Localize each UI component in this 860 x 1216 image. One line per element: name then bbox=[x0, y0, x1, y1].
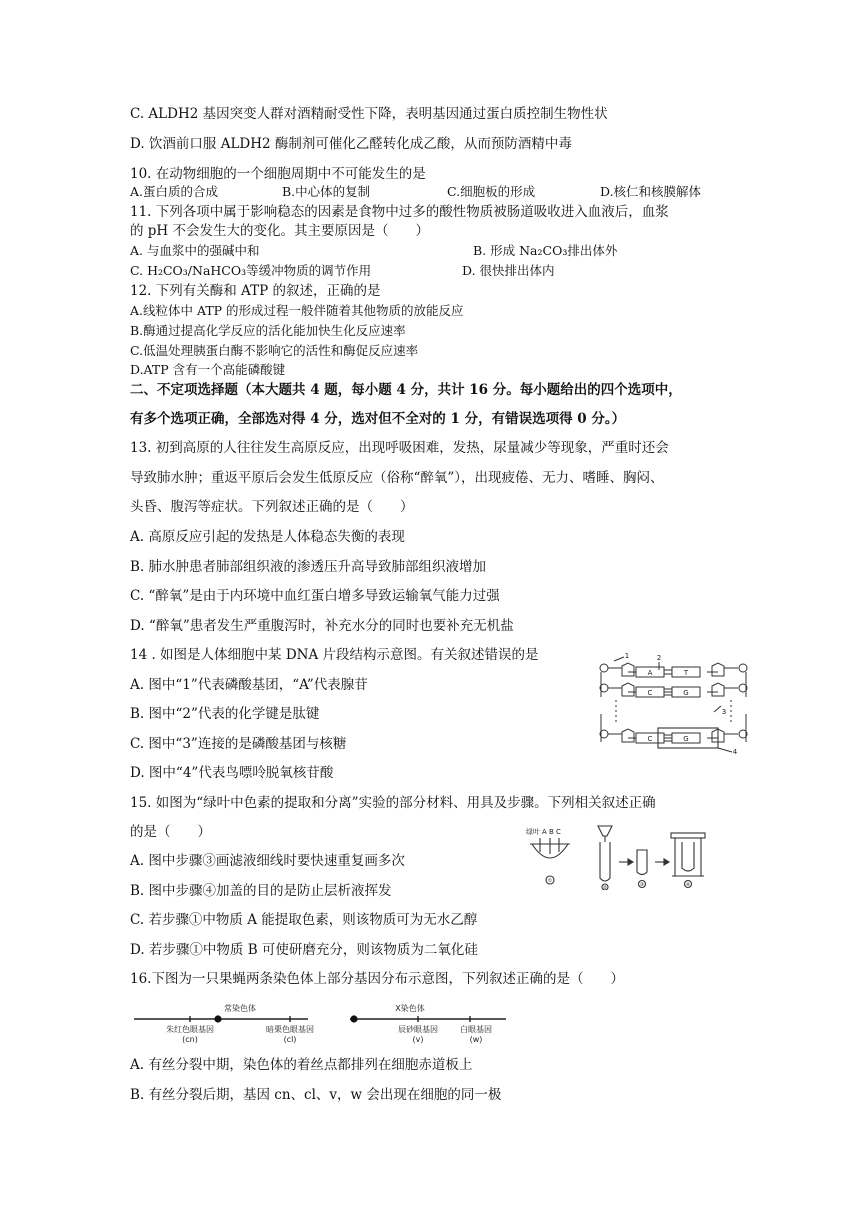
dna-label-4: 4 bbox=[732, 748, 738, 756]
q13-option-c: C. “醉氧”是由于内环境中血红蛋白增多导致运输氧气能力过强 bbox=[130, 588, 500, 604]
gene-name-cl: 暗栗色眼基因 bbox=[266, 1025, 314, 1034]
pigment-experiment-figure bbox=[522, 822, 726, 890]
step-1-label: ① bbox=[547, 878, 553, 884]
q15-stem-1: 15. 如图为“绿叶中色素的提取和分离”实验的部分材料、用具及步骤。下列相关叙述正确 bbox=[130, 795, 656, 811]
q16-option-a: A. 有丝分裂中期，染色体的着丝点都排列在细胞赤道板上 bbox=[130, 1057, 473, 1073]
autosome-title: 常染色体 bbox=[224, 1004, 256, 1013]
gene-symbol-cl: (cl) bbox=[283, 1035, 297, 1044]
dna-label-1: 1 bbox=[624, 652, 630, 660]
gene-name-w: 白眼基因 bbox=[460, 1025, 492, 1034]
base-label: A bbox=[647, 669, 653, 677]
gene-symbol-cn: (cn) bbox=[182, 1035, 198, 1044]
step-2-label: ② bbox=[602, 885, 608, 890]
q16-stem: 16.下图为一只果蝇两条染色体上部分基因分布示意图，下列叙述正确的是（ ） bbox=[130, 971, 624, 987]
step-4-label: ④ bbox=[685, 882, 691, 888]
base-label: G bbox=[683, 689, 689, 697]
leaf-label: 绿叶 bbox=[526, 828, 540, 836]
q10-option-b: B.中心体的复制 bbox=[282, 184, 371, 199]
q14-stem: 14 . 如图是人体细胞中某 DNA 片段结构示意图。有关叙述错误的是 bbox=[130, 647, 539, 663]
q11-option-d: D. 很快排出体内 bbox=[462, 263, 555, 278]
q15-option-a: A. 图中步骤③画滤液细线时要快速重复画多次 bbox=[130, 853, 405, 869]
q11-option-a: A. 与血浆中的强碱中和 bbox=[130, 243, 260, 258]
q11-stem-1: 11. 下列各项中属于影响稳态的因素是食物中过多的酸性物质被肠道吸收进入血液后，血浆 bbox=[130, 204, 669, 220]
q15-stem-2: 的是（ ） bbox=[130, 824, 211, 840]
q12-option-d: D.ATP 含有一个高能磷酸键 bbox=[130, 362, 286, 377]
q11-option-b: B. 形成 Na₂CO₃排出体外 bbox=[473, 243, 618, 258]
section-2-heading-2: 有多个选项正确，全部选对得 4 分，选对但不全对的 1 分，有错误选项得 0 分。） bbox=[130, 411, 626, 427]
q15-option-c: C. 若步骤①中物质 A 能提取色素，则该物质可为无水乙醇 bbox=[130, 912, 478, 928]
gene-symbol-w: (w) bbox=[469, 1035, 483, 1044]
q12-option-b: B.酶通过提高化学反应的活化能加快生化反应速率 bbox=[130, 323, 406, 338]
q15-option-d: D. 若步骤①中物质 B 可使研磨充分，则该物质为二氧化硅 bbox=[130, 942, 478, 958]
abc-label: A B C bbox=[542, 828, 561, 836]
q14-option-a: A. 图中“1”代表磷酸基团，“A”代表腺苷 bbox=[130, 677, 368, 693]
chromosome-gene-map-figure bbox=[130, 998, 510, 1046]
autosome-centromere bbox=[214, 1015, 221, 1022]
dna-structure-figure bbox=[596, 652, 756, 760]
q13-option-d: D. “醉氧”患者发生严重腹泻时，补充水分的同时也要补充无机盐 bbox=[130, 618, 514, 634]
q12-option-a: A.线粒体中 ATP 的形成过程一般伴随着其他物质的放能反应 bbox=[130, 303, 464, 318]
q10-stem: 10. 在动物细胞的一个细胞周期中不可能发生的是 bbox=[130, 166, 426, 182]
gene-name-v: 辰砂眼基因 bbox=[398, 1025, 438, 1034]
q9-option-d: D. 饮酒前口服 ALDH2 酶制剂可催化乙醛转化成乙酸，从而预防酒精中毒 bbox=[130, 136, 572, 152]
q12-stem: 12. 下列有关酶和 ATP 的叙述，正确的是 bbox=[130, 283, 381, 299]
base-label: C bbox=[647, 735, 653, 743]
base-label: C bbox=[647, 689, 653, 697]
q14-option-c: C. 图中“3”连接的是磷酸基团与核糖 bbox=[130, 736, 347, 752]
q16-option-b: B. 有丝分裂后期，基因 cn、cl、v，w 会出现在细胞的同一极 bbox=[130, 1087, 502, 1103]
q13-stem-1: 13. 初到高原的人往往发生高原反应，出现呼吸困难，发热，尿量减少等现象，严重时还会 bbox=[130, 440, 669, 456]
q10-option-d: D.核仁和核膜解体 bbox=[600, 184, 702, 199]
q9-option-c: C. ALDH2 基因突变人群对酒精耐受性下降，表明基因通过蛋白质控制生物性状 bbox=[130, 106, 608, 122]
dna-label-3: 3 bbox=[721, 708, 727, 716]
q11-stem-2: 的 pH 不会发生大的变化。其主要原因是（ ） bbox=[130, 223, 429, 239]
base-label: G bbox=[683, 735, 689, 743]
q13-stem-3: 头昏、腹泻等症状。下列叙述正确的是（ ） bbox=[130, 499, 414, 515]
q12-option-c: C.低温处理胰蛋白酶不影响它的活性和酶促反应速率 bbox=[130, 343, 419, 358]
q13-stem-2: 导致肺水肿；重返平原后会发生低原反应（俗称“醉氧”），出现疲倦、无力、嗜睡、胸闷、 bbox=[130, 470, 664, 486]
q13-option-a: A. 高原反应引起的发热是人体稳态失衡的表现 bbox=[130, 529, 405, 545]
q13-option-b: B. 肺水肿患者肺部组织液的渗透压升高导致肺部组织液增加 bbox=[130, 559, 487, 575]
q10-option-a: A.蛋白质的合成 bbox=[130, 184, 219, 199]
q11-option-c: C. H₂CO₃/NaHCO₃等缓冲物质的调节作用 bbox=[130, 263, 372, 278]
base-label: T bbox=[683, 669, 689, 677]
gene-name-cn: 朱红色眼基因 bbox=[166, 1025, 214, 1034]
dna-label-2: 2 bbox=[656, 654, 662, 662]
x-centromere bbox=[350, 1015, 357, 1022]
q10-option-c: C.细胞板的形成 bbox=[447, 184, 536, 199]
q14-option-b: B. 图中“2”代表的化学键是肽键 bbox=[130, 706, 320, 722]
x-chromosome-title: X染色体 bbox=[395, 1004, 425, 1013]
q14-option-d: D. 图中“4”代表鸟嘌呤脱氧核苷酸 bbox=[130, 765, 334, 781]
q15-option-b: B. 图中步骤④加盖的目的是防止层析液挥发 bbox=[130, 883, 392, 899]
gene-symbol-v: (v) bbox=[412, 1035, 424, 1044]
section-2-heading-1: 二、不定项选择题（本大题共 4 题，每小题 4 分，共计 16 分。每小题给出的四个选项中， bbox=[130, 382, 682, 398]
step-3-label: ③ bbox=[639, 882, 645, 888]
